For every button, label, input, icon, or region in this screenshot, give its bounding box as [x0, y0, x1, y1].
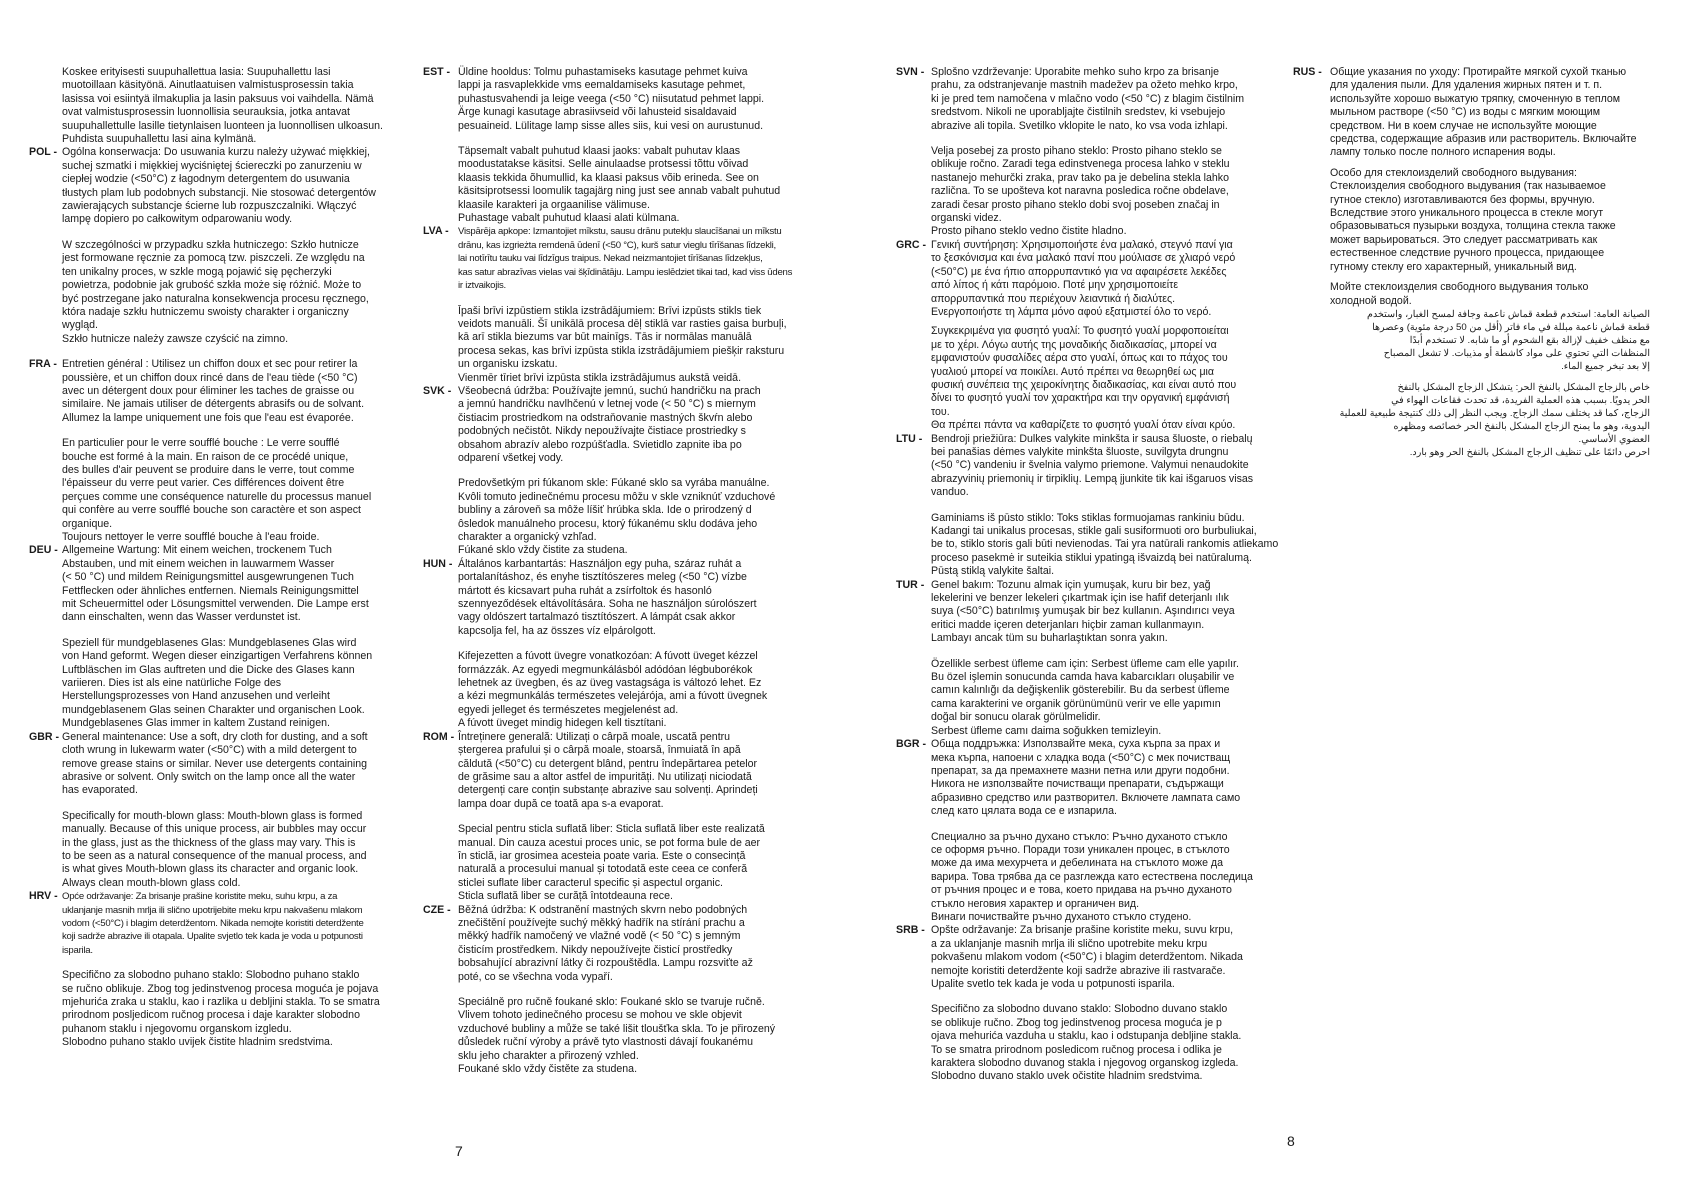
- tur-section: [896, 578, 1311, 738]
- svn-text-glass: Velja posebej za prosto pihano steklo: Prosto pihano steklo se oblikuje ročno. Zaradi tega edinstvenega procesa lahko v steklu nastanejo mehurčki zraka, prav tako pa je debelina stekla lahko različna. To se upošteva kot naravna posledica ročne obdelave, zaradi česar prosto pihano steklo dobi svoj poseben značaj in organski videz. Prosto pihano steklo vedno čistite hladno.: [931, 145, 1230, 238]
- bgr-text-glass: Специално за ръчно духано стъкло: Ръчно духаното стъкло се оформя ръчно. Поради този уникален процес, в стъклото може да има мехурчета и дебелината на стъклото може да варира. Това трябва да се разглежда като естествена последица от ръчния процес и е това, което придава на ръчно духаното стъкло неговия характер и органичен вид. Винаги почиствайте ръчно духаното стъкло студено.: [931, 830, 1253, 923]
- hrv-text-general: Opće održavanje: Za brisanje prašine koristite meku, suhu krpu, a za uklanjanje masnih mrlja ili slično upotrijebite meku krpu nakvašenu mlakom vodom (<50°C) i blagim deterdžentom. Nikada nemojte koristiti deterdžente koji sadrže abrazive ili otapala. Upalite svjetlo tek kada je voda u potpunosti isparila.: [62, 891, 364, 956]
- lva-text-general: Vispārēja apkope: Izmantojiet mīkstu, sausu drānu putekļu slaucīšanai un mīkstu drānu, kas izgrieżta remdenā ūdenī (<50 °C), kurš satur vieglu tīrīšanas līdzekli, lai notīrītu tauku vai līdzīgus traipus. Nekad neizmantojiet tīrīšanas līdzekļus, kas satur abrazīvas vielas vai šķīdinātāju. Lampu ieslēdziet tikai tad, kad viss ūdens ir iztvaikojis.: [458, 226, 793, 292]
- right-page-column-1: [896, 66, 1311, 1084]
- pol-text-glass: W szczególności w przypadku szkła hutniczego: Szkło hutnicze jest formowane ręcznie za pomocą tzw. piszczeli. Ze względu na ten unikalny proces, w szkle mogą pojawić się pęcherzyki powietrza, podobnie jak grubość szkła może się różnić. Może to być postrzegane jako naturalna konsekwencja procesu ręcznego, która nadaje szkłu hutniczemu swoisty charakter i organiczny wygląd. Szkło hutnicze należy zawsze czyścić na zimno.: [62, 238, 369, 345]
- hun-section: [423, 557, 803, 731]
- svn-section: [896, 66, 1311, 239]
- tur-text-general: Genel bakım: Tozunu almak için yumuşak, kuru bir bez, yağ lekelerini ve benzer lekeleri çıkartmak için ise hafif deterjanlı ılık suya (<50°C) batırılmış yumuşak bir bez kullanın. Aşındırıcı veya eritici madde içeren deterjanları hiçbir zaman kullanmayın. Lambayı ancak tüm su buharlaştıktan sonra yakın.: [931, 578, 1235, 645]
- deu-code: DEU -: [29, 544, 58, 557]
- right-page-column-2: [1293, 66, 1650, 459]
- bgr-code: BGR -: [896, 738, 927, 751]
- svn-text-general: Splošno vzdrževanje: Uporabite mehko suho krpo za brisanje prahu, za odstranjevanje mastnih madežev pa ožeto mehko krpo, ki je pred tem namočena v mlačno vodo (<50 °C) z blagim čistilnim sredstvom. Nikoli ne uporabljajte čistilnih sredstev, ki vsebujejo abrazive ali topila. Svetilko vklopite le nato, ko vsa voda izhlapi.: [931, 66, 1245, 132]
- rus-code: RUS -: [1293, 66, 1322, 78]
- page-number-left: 7: [455, 1143, 463, 1159]
- pol-code: POL -: [29, 146, 58, 159]
- hrv-code: HRV -: [29, 890, 58, 903]
- hrv-section: [29, 890, 392, 1049]
- grc-code: GRC -: [896, 238, 927, 251]
- cze-text-glass: Speciálně pro ručně foukané sklo: Foukané sklo se tvaruje ručně. Vlivem tohoto jedinečného procesu se mohou ve skle objevit vzduchové bubliny a může se také lišit tloušťka skla. To je přirozený důsledek ruční výroby a právě tyto vlastnosti dávají foukanému sklu jeho charakter a přirozený vzhled. Foukané sklo vždy čistěte za studena.: [458, 996, 776, 1076]
- est-text-general: Üldine hooldus: Tolmu puhastamiseks kasutage pehmet kuiva lappi ja rasvaplekkide vms eemaldamiseks kasutage pehmet, puhastusvahendi ja leige veega (<50 °C) niisutatud pehmet lappi. Ärge kunagi kasutage abrasiivseid või lahusteid sisaldavaid pesuaineid. Lülitage lamp sisse alles siis, kui vesi on aurustunud.: [458, 66, 765, 132]
- svk-code: SVK -: [423, 384, 452, 397]
- srb-section: [896, 924, 1311, 1083]
- page-number-right: 8: [1287, 1133, 1295, 1149]
- svn-code: SVN -: [896, 66, 925, 78]
- deu-text-glass: Speziell für mundgeblasenes Glas: Mundgeblasenes Glas wird von Hand geformt. Wegen dieser einzigartigen Verfahrens können Luftbläschen im Glas auftreten und die Dicke des Glases kann variieren. Dies ist als eine natürliche Folge des Herstellungsprozesses von Hand anzusehen und verleiht mundgeblasenem Glas seinen Charakter und organischen Look. Mundgeblasenes Glas immer in kaltem Zustand reinigen.: [62, 636, 373, 730]
- ltu-text-glass: Gaminiams iš pūsto stiklo: Toks stiklas formuojamas rankiniu būdu. Kadangi tai unikalus procesas, stikle gali susiformuoti oro burbuliukai, be to, stiklo storis gali būti nevienodas. Tai yra natūrali rankomis atliekamo proceso pasekmė ir suteikia stiklui ypatingą išvaizdą bei natūralumą. Pūstą stiklą valykite šaltai.: [931, 511, 1279, 578]
- lva-code: LVA -: [423, 225, 449, 238]
- ltu-code: LTU -: [896, 432, 923, 445]
- ltu-text-general: Bendroji priežiūra: Dulkes valykite minkšta ir sausa šluoste, o riebalų bei panašias dėmes valykite minkšta šluoste, suvilgyta drungnu (<50 °C) vandeniu ir švelnia valymo priemone. Valymui nenaudokite abrazyvinių priemonių ir tirpiklių. Lempą įjunkite tik kai išgaruos visas vanduo.: [931, 432, 1254, 499]
- cze-code: CZE -: [423, 903, 451, 916]
- rom-section: [423, 730, 803, 904]
- fra-section: [29, 358, 392, 544]
- srb-code: SRB -: [896, 924, 925, 937]
- deu-section: [29, 544, 392, 730]
- pol-text-general: Ogólna konserwacja: Do usuwania kurzu należy używać miękkiej, suchej szmatki i miękkiej wyciśniętej ściereczki po zanurzeniu w ciepłej wodzie (<50°C) z łagodnym detergentem do usuwania tłustych plam lub podobnych substancji. Nie stosować detergentów zawierających substancje ścierne lub rozpuszczalniki. Włączyć lampę dopiero po całkowitym odparowaniu wody.: [62, 146, 376, 226]
- rus-text-cold: Мойте стеклоизделия свободного выдувания только холодной водой.: [1330, 281, 1589, 307]
- left-page-column-1: [29, 66, 392, 1050]
- ara-text-glass: خاص بالزجاج المشكل بالنفخ الحر: يتشكل الزجاج المشكل بالنفخ الحر يدويًا. بسبب هذه العملية الفريدة، قد تحدث فقاعات الهواء في الزجاج، كما قد يختلف سمك الزجاج. ويجب النظر إلى ذلك كنتيجة طبيعية للعملية اليدوية، وهو ما يمنح الزجاج المشكل بالنفخ الحر خصائصه ومظهره العضوي الأساسي. احرص دائمًا على تنظيف الزجاج المشكل بالنفخ الحر وهو بارد.: [1339, 381, 1650, 458]
- left-page-column-2: [423, 66, 803, 1076]
- grc-section: [896, 238, 1311, 433]
- rus-section: [1293, 66, 1650, 308]
- lva-section: [423, 225, 803, 384]
- svk-text-general: Všeobecná údržba: Používajte jemnú, suchú handričku na prach a jemnú handričku navlhčenú v letnej vode (< 50 °C) s miernym čistiacim prostriedkom na odstraňovanie mastných škvŕn alebo podobných nečistôt. Nikdy nepoužívajte čistiace prostriedky s obsahom abrazív alebo rozpúšťadla. Svietidlo zapnite iba po odparení všetkej vody.: [458, 384, 761, 464]
- svk-text-glass: Predovšetkým pri fúkanom skle: Fúkané sklo sa vyrába manuálne. Kvôli tomuto jedinečnému procesu môžu v skle vzniknúť vzduchové bubliny a zároveň sa môže líšiť hrúbka skla. Ide o prirodzený d ôsledok manuálneho procesu, ktorý fúkanému sklu dodáva jeho charakter a organický vzhľad. Fúkané sklo vždy čistite za studena.: [458, 477, 776, 557]
- est-text-glass: Täpsemalt vabalt puhutud klaasi jaoks: vabalt puhutav klaas moodustatakse käsitsi. Selle ainulaadse protsessi tõttu võivad klaasis tekkida õhumullid, ka klaasi paksus võib erineda. See on käsitsiprotsessi loomulik tagajärg ning just see annab vabalt puhutud klaasile karakteri ja orgaanilise välimuse. Puhastage vabalt puhutud klaasi alati külmana.: [458, 145, 781, 225]
- fra-code: FRA -: [29, 358, 57, 371]
- fra-text-general: Entretien général : Utilisez un chiffon doux et sec pour retirer la poussière, et un chiffon doux rincé dans de l'eau tiède (<50 °C) avec un détergent doux pour éliminer les taches de graisse ou similaire. Ne jamais utiliser de détergents abrasifs ou de solvant. Allumez la lampe uniquement une fois que l'eau est évaporée.: [62, 358, 365, 424]
- grc-text-glass: Συγκεκριμένα για φυσητό γυαλί: Το φυσητό γυαλί μορφοποιείται με το χέρι. Λόγω αυτής της μοναδικής διαδικασίας, μπορεί να εμφανιστούν φυσαλίδες αέρα στο γυαλί, όπως και το πάχος του γυαλιού μπορεί να ποικίλει. Αυτό πρέπει να θεωρηθεί ως μια φυσική συνέπεια της χειροκίνητης διαδικασίας, και είναι αυτό που δίνει το φυσητό γυαλί τον χαρακτήρα και την οργανική εμφάνισή του. Θα πρέπει πάντα να καθαρίζετε το φυσητό γυαλί όταν είναι κρύο.: [931, 325, 1237, 432]
- ara-text-general: الصيانة العامة: استخدم قطعة قماش ناعمة وجافة لمسح الغبار، واستخدم قطعة قماش ناعمة مبللة في ماء فاتر (أقل من 50 درجة مئوية) وعصرها مع منظف خفيف لإزالة بقع الشحوم أو ما شابه. لا تستخدم أبدًا المنظفات التي تحتوي على مواد كاشطة أو مذيبات. لا تشعل المصباح إلا بعد تبخر جميع الماء.: [1367, 308, 1650, 372]
- hun-text-glass: Kifejezetten a fúvott üvegre vonatkozóan: A fúvott üveget kézzel formázzák. Az egyedi megmunkálásból adódóan légbuborékok lehetnek az üvegben, és az üveg vastagsága is változó lehet. Ez a kézi megmunkálás természetes velejárója, ami a fúvott üvegnek egyedi jelleget és természetes megjelenést ad. A fúvott üveget mindig hidegen kell tisztítani.: [458, 650, 768, 730]
- gbr-text-general: General maintenance: Use a soft, dry cloth for dusting, and a soft cloth wrung in lukewarm water (<50°C) with a mild detergent to remove grease stains or similar. Never use detergents containing abrasive or solvent. Only switch on the lamp once all the water has evaporated.: [62, 730, 368, 797]
- ara-section: [1330, 308, 1650, 459]
- pol-section: [29, 146, 392, 346]
- est-section: [423, 66, 803, 225]
- rom-text-glass: Special pentru sticla suflată liber: Sticla suflată liber este realizată manual. Din cauza acestui proces unic, se pot forma bule de aer în sticlă, iar grosimea acesteia poate varia. Este o consecință naturală a procesului manual și totodată este ceea ce conferă sticlei suflate liber caracterul specific și aspectul organic. Sticla suflată liber se curăță întotdeauna rece.: [458, 823, 765, 903]
- rom-code: ROM -: [423, 730, 455, 743]
- rus-text-general: Общие указания по уходу: Протирайте мягкой сухой тканью для удаления пыли. Для удаления жирных пятен и т. п. используйте хорошо выжатую тряпку, смоченную в теплом мыльном растворе (<50 °C) из воды с мягким моющим средством. Ни в коем случае не используйте моющие средства, содержащие абразив или растворитель. Включайте лампу только после полного испарения воды.: [1330, 66, 1637, 159]
- gbr-text-glass: Specifically for mouth-blown glass: Mouth-blown glass is formed manually. Because of this unique process, air bubbles may occur in the glass, just as the thickness of the glass may vary. This is to be seen as a natural consequence of the manual process, and is what gives Mouth-blown glass its character and organic look. Always clean mouth-blown glass cold.: [62, 809, 367, 889]
- rus-text-glass: Особо для стеклоизделий свободного выдувания: Стеклоизделия свободного выдувания (так называемое гутное стекло) изготавливаются без формы, вручную. Вследствие этого уникального процесса в стекле могут образовываться пузырьки воздуха, толщина стекла также может варьироваться. Это следует рассматривать как естественное следствие ручного процесса, придающее гутному стеклу его характерный, уникальный вид.: [1330, 166, 1616, 273]
- cze-text-general: Běžná údržba: K odstranění mastných skvrn nebo podobných znečištění používejte suchý měkký hadřík na stírání prachu a měkký hadřík namočený ve vlažné vodě (< 50 °C) s jemným čisticím prostředkem. Nikdy nepoužívejte čisticí prostředky bobsahující abrazivní látky či rozpouštědla. Lampu rozsviťte až poté, co se všechna voda vypaří.: [458, 903, 753, 983]
- fin-section-text: Koskee erityisesti suupuhallettua lasia: Suupuhallettu lasi muotoillaan käsityönä. Ainutlaatuisen valmistusprosessin takia lasissa voi esiintyä ilmakuplia ja lasin paksuus voi vaihdella. Nämä ovat valmistusprosessin luonnollisia seurauksia, jotka antavat suupuhallettulle lasille tietynlaisen luonteen ja luonnollisen ulkoasun. Puhdista suupuhallettu lasi aina kylmänä.: [62, 66, 383, 146]
- bgr-text-general: Обща поддръжка: Използвайте мека, суха кърпа за прах и мека кърпа, напоени с хладка вода (<50°C) с мек почистващ препарат, за да премахнете мазни петна или други подобни. Никога не използвайте почистващи препарати, съдържащи абразивно средство или разтворител. Включете лампата само след като цялата вода се е изпарила.: [931, 738, 1241, 818]
- lva-text-glass: Īpaši brīvi izpūstiem stikla izstrādājumiem: Brīvi izpūsts stikls tiek veidots manuāli. Šī unikālā procesa dēļ stiklā var rasties gaisa burbuļi, kā arī stikla biezums var būt mainīgs. Tās ir normālas manuālā procesa sekas, kas brīvi izpūsta stikla izstrādājumiem piešķir raksturu un organisku izskatu. Vienmēr tīriet brīvi izpūsta stikla izstrādājumus aukstā veidā.: [458, 304, 787, 384]
- hun-code: HUN -: [423, 557, 453, 570]
- srb-text-general: Opšte održavanje: Za brisanje prašine koristite meku, suvu krpu, a za uklanjanje masnih mrlja ili slično upotrebite meku krpu pokvašenu mlakom vodom (<50°C) i blagim deterdžentom. Nikada nemojte koristiti deterdžente koji sadrže abrazive ili rastvarače. Upalite svetlo tek kada je voda u potpunosti isparila.: [931, 924, 1243, 990]
- svk-section: [423, 384, 803, 558]
- fra-text-glass: En particulier pour le verre soufflé bouche : Le verre soufflé bouche est formé à la main. En raison de ce procédé unique, des bulles d'air peuvent se produire dans le verre, tout comme l'épaisseur du verre peut varier. Ces différences doivent être perçues comme une conséquence naturelle du processus manuel qui confère au verre soufflé bouche son caractère et son aspect organique. Toujours nettoyer le verre soufflé bouche à l'eau froide.: [62, 437, 372, 543]
- gbr-section: [29, 730, 392, 890]
- est-code: EST -: [423, 66, 451, 78]
- bgr-section: [896, 738, 1311, 924]
- srb-text-glass: Specifično za slobodno duvano staklo: Slobodno duvano staklo se oblikuje ručno. Zbog tog jedinstvenog procesa moguća je p ojava mehurića vazduha u staklu, kao i odstupanja debljine stakla. To se smatra prirodnom posledicom ručnog procesa i odlika je karaktera slobodno duvanog stakla i njegovog organskog izgleda. Slobodno duvano staklo uvek očistite hladnim sredstvima.: [931, 1003, 1242, 1083]
- ltu-section: [896, 432, 1311, 579]
- hrv-text-glass: Specifično za slobodno puhano staklo: Slobodno puhano staklo se ručno oblikuje. Zbog tog jedinstvenog procesa moguća je pojava mjehurića zraka u staklu, kao i razlika u debljini stakla. To se smatra prirodnom posljedicom ručnog procesa i daje karakter slobodno puhanom staklu i njegovomu organskom izgledu. Slobodno puhano staklo uvijek čistite hladnim sredstvima.: [62, 969, 380, 1049]
- grc-text-general: Γενική συντήρηση: Χρησιμοποιήστε ένα μαλακό, στεγνό πανί για το ξεσκόνισμα και ένα μαλακό πανί που μούλιασε σε χλιαρό νερό (<50°C) με ένα ήπιο απορρυπαντικό για να αφαιρέσετε λεκέδες από λίπος ή κάτι παρόμοιο. Ποτέ μην χρησιμοποιείτε απορρυπαντικά που περιέχουν λειαντικά ή διαλύτες. Ενεργοποιήστε τη λάμπα μόνο αφού εξατμιστεί όλο το νερό.: [931, 238, 1236, 318]
- rom-text-general: Întreținere generală: Utilizați o cârpă moale, uscată pentru ștergerea prafului și o cârpă moale, stoarsă, înmuiată în apă căldută (<50°C) cu detergent blând, pentru îndepărtarea petelor de grăsime sau a altor astfel de impurități. Nu utilizați niciodată detergenți care conțin substanțe abrazive sau solvenți. Aprindeți lampa doar după ce toată apa s-a evaporat.: [458, 730, 758, 810]
- tur-code: TUR -: [896, 578, 925, 591]
- cze-section: [423, 903, 803, 1077]
- hun-text-general: Általános karbantartás: Használjon egy puha, száraz ruhát a portalanításhoz, és enyhe tisztítószeres meleg (<50 °C) vízbe mártott és kicsavart puha ruhát a zsírfoltok és hasonló szennyeződések eltávolítására. Soha ne használjon súrolószert vagy oldószert tartalmazó tisztítószert. A lámpát csak akkor kapcsolja fel, ha az összes víz elpárolgott.: [458, 557, 757, 637]
- gbr-code: GBR -: [29, 730, 60, 743]
- tur-text-glass: Özellikle serbest üfleme cam için: Serbest üfleme cam elle yapılır. Bu özel işlemin sonucunda camda hava kabarcıkları oluşabilir ve camın kalınlığı da değişkenlik gösterebilir. Bu da serbest üfleme cama karakterini ve organik görünümünü verir ve elle yapımın doğal bir sonucu olarak görülmelidir. Serbest üfleme camı daima soğukken temizleyin.: [931, 657, 1239, 737]
- deu-text-general: Allgemeine Wartung: Mit einem weichen, trockenem Tuch Abstauben, und mit einem weichen in lauwarmem Wasser (< 50 °C) und mildem Reinigungsmittel ausgewrungenen Tuch Fettflecken oder ähnliches entfernen. Niemals Reinigungsmittel mit Scheuermittel oder Lösungsmittel verwenden. Die Lampe erst dann einschalten, wenn das Wasser verdunstet ist.: [62, 544, 369, 624]
